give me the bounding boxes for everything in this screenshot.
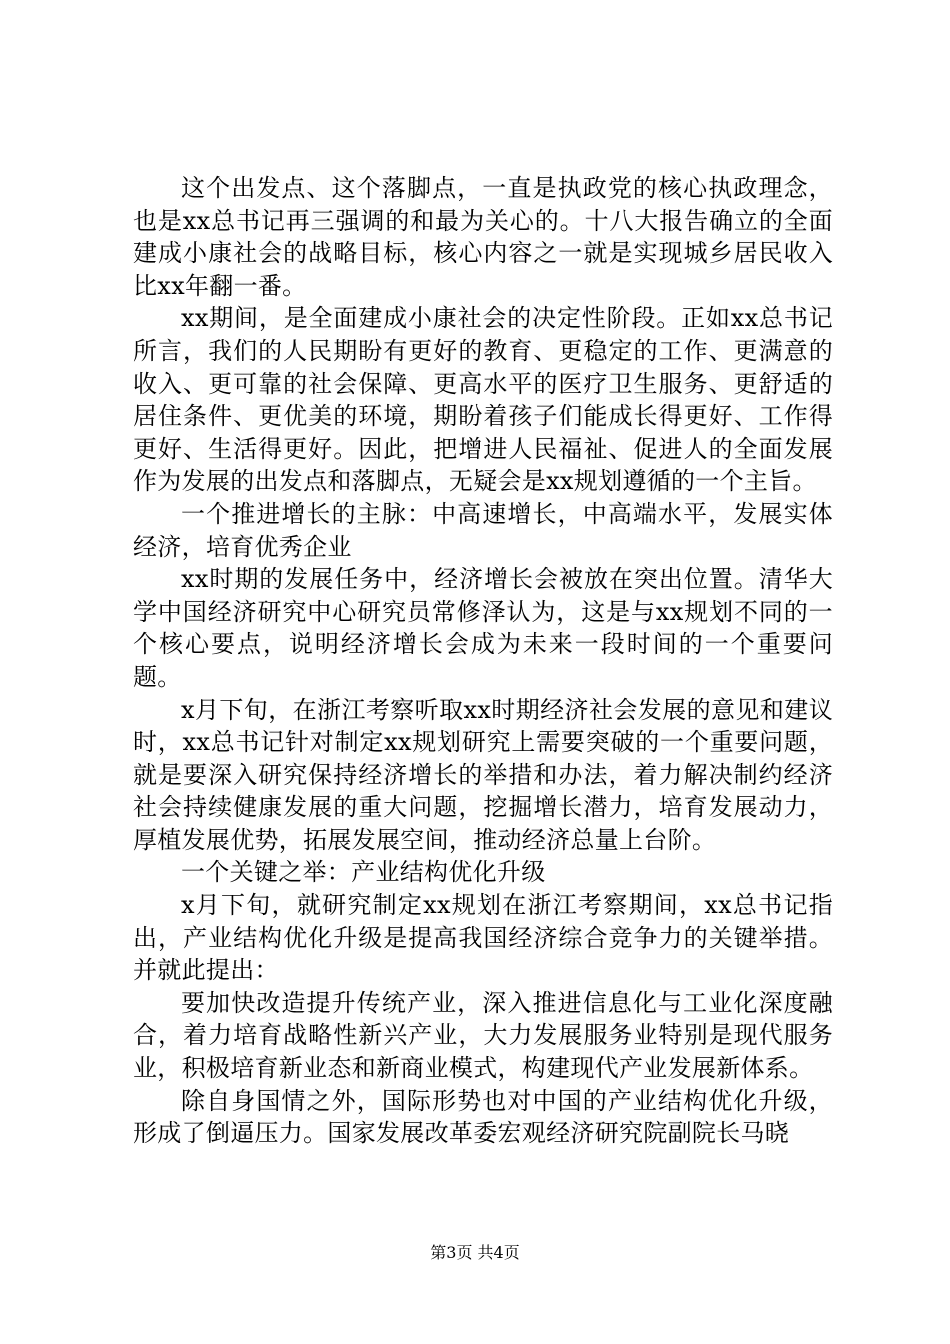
paragraph-1: 这个出发点、这个落脚点，一直是执政党的核心执政理念，也是xx总书记再三强调的和最为关心的。十八大报告确立的全面建成小康社会的战略目标，核心内容之一就是实现城乡居民收入比xx年翻一番。 bbox=[133, 174, 833, 300]
paragraph-3: xx时期的发展任务中，经济增长会被放在突出位置。清华大学中国经济研究中心研究员常修泽认为，这是与xx规划不同的一个核心要点，说明经济增长会成为未来一段时间的一个重要问题。 bbox=[133, 565, 833, 691]
section-heading-growth: 一个推进增长的主脉：中高速增长，中高端水平，发展实体经济，培育优秀企业 bbox=[133, 499, 833, 561]
paragraph-7: 除自身国情之外，国际形势也对中国的产业结构优化升级，形成了倒逼压力。国家发展改革委宏观经济研究院副院长马晓 bbox=[133, 1086, 833, 1148]
paragraph-6: 要加快改造提升传统产业，深入推进信息化与工业化深度融合，着力培育战略性新兴产业，大力发展服务业特别是现代服务业，积极培育新业态和新商业模式，构建现代产业发展新体系。 bbox=[133, 988, 833, 1083]
paragraph-2: xx期间，是全面建成小康社会的决定性阶段。正如xx总书记所言，我们的人民期盼有更好的教育、更稳定的工作、更满意的收入、更可靠的社会保障、更高水平的医疗卫生服务、更舒适的居住条件、更优美的环境，期盼着孩子们能成长得更好、工作得更好、生活得更好。因此，把增进人民福祉、促进人的全面发展作为发展的出发点和落脚点，无疑会是xx规划遵循的一个主旨。 bbox=[133, 304, 833, 496]
paragraph-4: x月下旬，在浙江考察听取xx时期经济社会发展的意见和建议时，xx总书记针对制定xx规划研究上需要突破的一个重要问题，就是要深入研究保持经济增长的举措和办法，着力解决制约经济社会持续健康发展的重大问题，挖掘增长潜力，培育发展动力，厚植发展优势，拓展发展空间，推动经济总量上台阶。 bbox=[133, 695, 833, 854]
page-footer: 第3页 共4页 bbox=[430, 1243, 520, 1262]
document-body bbox=[133, 172, 833, 1150]
paragraph-5: x月下旬，就研究制定xx规划在浙江考察期间，xx总书记指出，产业结构优化升级是提高我国经济综合竞争力的关键举措。并就此提出： bbox=[133, 891, 833, 985]
section-heading-industry: 一个关键之举：产业结构优化升级 bbox=[181, 858, 546, 887]
